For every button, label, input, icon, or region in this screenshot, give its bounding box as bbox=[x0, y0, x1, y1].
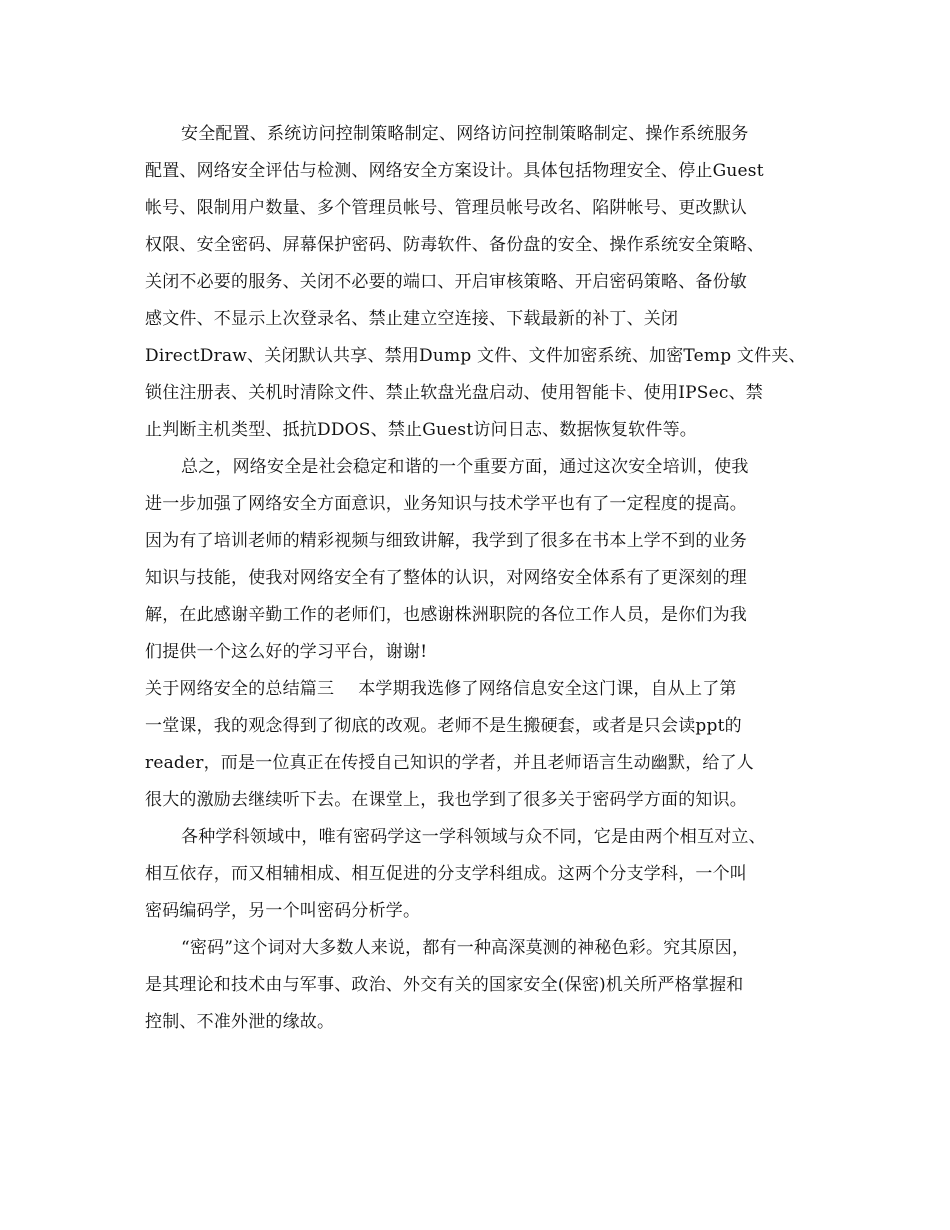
text-line: 相互依存，而又相辅相成、相互促进的分支学科组成。这两个分支学科，一个叫 bbox=[145, 864, 747, 884]
text-line: 本学期我选修了网络信息安全这门课，自从上了第 bbox=[358, 679, 737, 699]
text-line: 帐号、限制用户数量、多个管理员帐号、管理员帐号改名、陷阱帐号、更改默认 bbox=[145, 198, 747, 218]
text-line: 配置、网络安全评估与检测、网络安全方案设计。具体包括物理安全、停止Guest bbox=[145, 161, 764, 181]
text-line: reader，而是一位真正在传授自己知识的学者，并且老师语言生动幽默，给了人 bbox=[145, 753, 754, 773]
text-line: 止判断主机类型、抵抗DDOS、禁止Guest访问日志、数据恢复软件等。 bbox=[145, 420, 697, 440]
text-line: 很大的激励去继续听下去。在课堂上，我也学到了很多关于密码学方面的知识。 bbox=[145, 790, 747, 810]
text-line: 总之，网络安全是社会稳定和谐的一个重要方面，通过这次安全培训，使我 bbox=[181, 457, 749, 477]
text-line: 关闭不必要的服务、关闭不必要的端口、开启审核策略、开启密码策略、备份敏 bbox=[145, 272, 747, 292]
text-line: 一堂课，我的观念得到了彻底的改观。老师不是生搬硬套，或者是只会读ppt的 bbox=[145, 716, 742, 736]
paragraph-cryptography-fields bbox=[145, 819, 810, 930]
text-line: 知识与技能，使我对网络安全有了整体的认识，对网络安全体系有了更深刻的理 bbox=[145, 568, 747, 588]
document-body bbox=[145, 116, 810, 1041]
text-line: 权限、安全密码、屏幕保护密码、防毒软件、备份盘的安全、操作系统安全策略、 bbox=[145, 235, 765, 255]
text-line: 们提供一个这么好的学习平台，谢谢! bbox=[145, 642, 428, 662]
text-line: 是其理论和技术由与军事、政治、外交有关的国家安全(保密)机关所严格掌握和 bbox=[145, 975, 744, 995]
text-line: 进一步加强了网络安全方面意识，业务知识与技术学平也有了一定程度的提高。 bbox=[145, 494, 747, 514]
text-line: 感文件、不显示上次登录名、禁止建立空连接、下载最新的补丁、关闭 bbox=[145, 309, 679, 329]
section-heading: 关于网络安全的总结篇三 bbox=[145, 679, 335, 699]
text-line: 安全配置、系统访问控制策略制定、网络访问控制策略制定、操作系统服务 bbox=[181, 124, 749, 144]
paragraph-summary bbox=[145, 449, 810, 671]
paragraph-part-three bbox=[145, 671, 810, 819]
text-line: “密码”这个词对大多数人来说，都有一种高深莫测的神秘色彩。究其原因， bbox=[181, 938, 750, 958]
paragraph-security-config bbox=[145, 116, 810, 449]
text-line: 锁住注册表、关机时清除文件、禁止软盘光盘启动、使用智能卡、使用IPSec、禁 bbox=[145, 383, 763, 403]
heading-line bbox=[145, 671, 810, 708]
text-line: 解，在此感谢辛勤工作的老师们，也感谢株洲职院的各位工作人员，是你们为我 bbox=[145, 605, 747, 625]
paragraph-cryptography-mystery bbox=[145, 930, 810, 1041]
text-line: 控制、不准外泄的缘故。 bbox=[145, 1012, 335, 1032]
text-line: 密码编码学，另一个叫密码分析学。 bbox=[145, 901, 421, 921]
text-line: DirectDraw、关闭默认共享、禁用Dump 文件、文件加密系统、加密Temp 文件夹、 bbox=[145, 346, 806, 366]
text-line: 因为有了培训老师的精彩视频与细致讲解，我学到了很多在书本上学不到的业务 bbox=[145, 531, 747, 551]
text-line: 各种学科领域中，唯有密码学这一学科领域与众不同，它是由两个相互对立、 bbox=[181, 827, 766, 847]
